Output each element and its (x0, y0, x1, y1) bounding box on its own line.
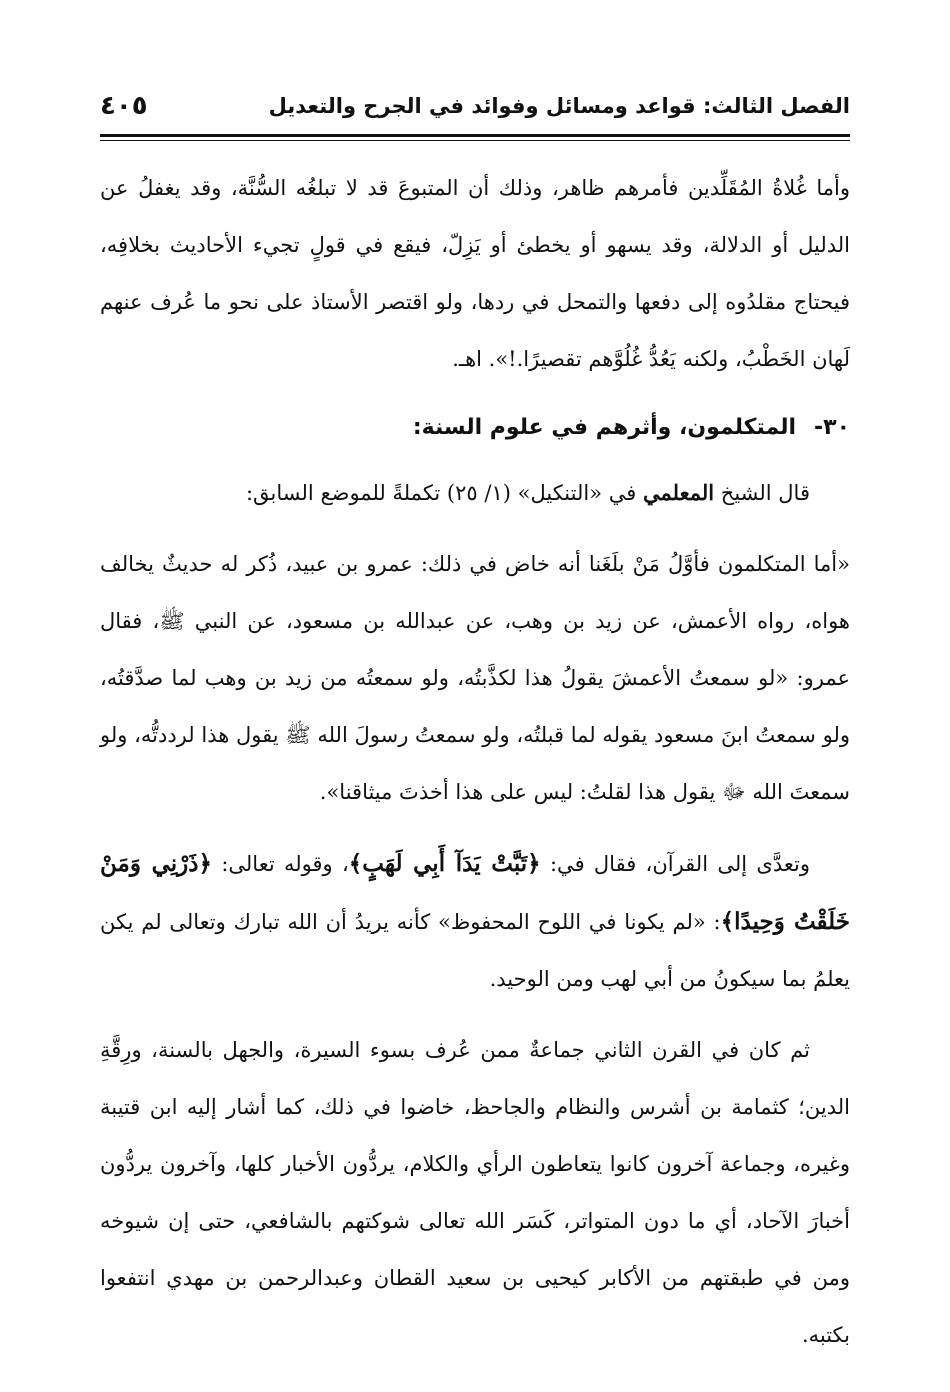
paragraph-second-century: ثم كان في القرن الثاني جماعةٌ ممن عُرف بسوء السيرة، والجهل بالسنة، ورِقَّةِ الدين؛ كثمامة بن أشرس والنظام والجاحظ، خاضوا في ذلك، كما أشار إليه ابن قتيبة وغيره، وجماعة آخرون كانوا يتعاطون الرأي والكلام، يردُّون الأخبار كلها، وآخرون يردُّون أخبارَ الآحاد، أي ما دون المتواتر، كَسَر الله تعالى شوكتهم بالشافعي، حتى إن شيوخه ومن في طبقتهم من الأكابر كيحيى بن سعيد القطان وعبدالرحمن بن مهدي انتفعوا بكتبه. (100, 1038, 850, 1347)
page-number: ٤٠٥ (100, 91, 148, 121)
paragraph-mutakallimun: «أما المتكلمون فأوَّلُ مَنْ بلَغَنا أنه خاض في ذلك: عمرو بن عبيد، ذُكر له حديثٌ يخالف هواه، رواه الأعمش، عن زيد بن وهب، عن عبدالله بن مسعود، عن النبي ﷺ، فقال عمرو: «لو سمعتُ الأعمشَ يقولُ هذا لكذَّبتُه، ولو سمعتُه من زيد بن وهب لما صدَّقتُه، ولو سمعتُ ابنَ مسعود يقوله لما قبلتُه، ولو سمعتُ رسولَ الله ﷺ يقول هذا لرددتُّه، ولو سمعتَ الله ﷻ يقول هذا لقلتُ: ليس على هذا أخذتَ ميثاقنا». (100, 552, 850, 804)
paragraph-quran (100, 835, 850, 1008)
quran-connector: ، وقوله تعالى: (221, 852, 349, 876)
header-rule-thick (100, 134, 850, 137)
page-header (100, 88, 850, 124)
quran-intro: وتعدَّى إلى القرآن، فقال في: (549, 852, 810, 876)
paragraph-quote-end: وأما غُلاةُ المُقَلِّدين فأمرهم ظاهر، وذلك أن المتبوعَ قد لا تبلغُه السُّنَّة، وقد يغفلُ عن الدليل أو الدلالة، وقد يسهو أو يخطئ أو يَزِلّ، فيقع في قولٍ تجيء الأحاديث بخلافِه، فيحتاج مقلدُوه إلى دفعها والتمحل في ردها، ولو اقتصر الأستاذ على نحو ما عُرف عنهم لَهان الخَطْبُ، ولكنه يَعُدُّ غُلُوَّهم تقصيرًا.!». اهـ. (100, 176, 850, 371)
section-heading (100, 402, 850, 454)
paragraph-citation (100, 464, 850, 522)
scholar-name: المعلمي (642, 480, 715, 505)
section-number: ٣٠- (814, 415, 850, 440)
citation-prefix: قال الشيخ (720, 481, 810, 505)
section-title: المتكلمون، وأثرهم في علوم السنة: (412, 415, 796, 440)
quran-verse-2: ﴿ذَرْنِي وَمَنْ خَلَقْتُ وَحِيدًا﴾ (100, 850, 850, 935)
quran-comment: : «لم يكونا في اللوح المحفوظ» كأنه يريدُ أن الله تبارك وتعالى لم يكن يعلمُ بما سيكونُ من أبي لهب ومن الوحيد. (100, 910, 850, 991)
citation-suffix: في «التنكيل» (١/ ٢٥) تكملةً للموضع السابق: (245, 481, 637, 505)
header-rule-thin (100, 140, 850, 141)
quran-verse-1: ﴿تَبَّتْ يَدَآ أَبِي لَهَبٍ﴾ (348, 850, 541, 877)
running-title: الفصل الثالث: قواعد ومسائل وفوائد في الجرح والتعديل (268, 94, 850, 118)
page-body (100, 160, 850, 1378)
